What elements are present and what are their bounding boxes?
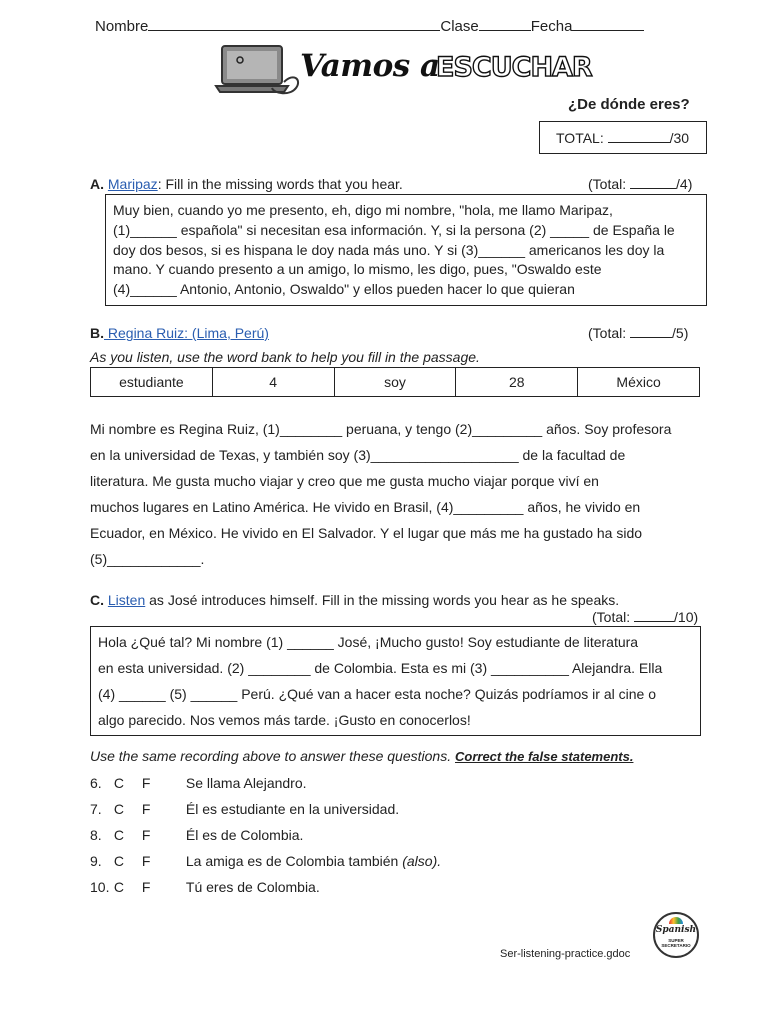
section-c-line: en esta universidad. (2) ________ de Colombia. Esta es mi (3) __________ Alejandra. Ella [98, 660, 663, 676]
section-b-heading [90, 325, 269, 341]
word-bank-cell: México [578, 368, 700, 397]
total-max: /30 [669, 130, 690, 146]
word-bank-cell: soy [334, 368, 456, 397]
section-c-total-max: /10) [674, 609, 699, 625]
section-a-letter: A. [90, 176, 104, 192]
section-a-total-max: /4) [676, 176, 693, 192]
section-c-line: (4) ______ (5) ______ Perú. ¿Qué van a hacer esta noche? Quizás podríamos ir al cine o [98, 686, 656, 702]
false-option[interactable]: F [141, 879, 151, 895]
word-bank-cell: 4 [212, 368, 334, 397]
section-a-line: doy dos besos, si es hispana le doy nada más uno. Y si (3)______ americanos les doy la [113, 241, 665, 258]
section-c-instruction: as José introduces himself. Fill in the missing words you hear as he speaks. [145, 592, 620, 608]
regina-ruiz-link[interactable]: Regina Ruiz: (Lima, Perú) [104, 325, 269, 341]
false-option[interactable]: F [141, 775, 151, 791]
question-text: Tú eres de Colombia. [185, 879, 320, 895]
document-filename: Ser-listening-practice.gdoc [500, 948, 631, 960]
false-option[interactable]: F [141, 853, 151, 869]
word-bank-cell: 28 [456, 368, 578, 397]
true-option[interactable]: C [113, 775, 125, 791]
section-b-total [588, 325, 688, 341]
section-c-heading [90, 592, 619, 608]
true-option[interactable]: C [113, 801, 125, 817]
section-a-total [588, 176, 692, 192]
section-c-passage-box [90, 626, 701, 736]
logo-escuchar-text: ESCUCHAR [436, 52, 592, 83]
fecha-label: Fecha [530, 18, 573, 35]
section-a-line: mano. Y cuando presento a un amigo, lo mismo, les digo, pues, "Oswaldo este [113, 261, 602, 278]
section-b-line: Ecuador, en México. He vivido en El Salvador. Y el lugar que más me ha gustado ha sido [90, 525, 643, 541]
nombre-label: Nombre [95, 18, 149, 35]
question-text: La amiga es de Colombia también [185, 853, 403, 869]
section-b-passage [90, 416, 671, 572]
word-bank-cell: estudiante [91, 368, 213, 397]
tf-instruction-text: Use the same recording above to answer these questions. [90, 748, 452, 764]
question-number: 7. [90, 801, 102, 817]
question-number: 10. [90, 879, 110, 895]
section-b-line: literatura. Me gusta mucho viajar y creo que me gusta mucho viajar porque viví en [90, 473, 599, 489]
word-bank-row [91, 368, 700, 397]
question-number: 6. [90, 775, 102, 791]
tf-question [90, 801, 399, 817]
section-b-total-blank[interactable] [630, 325, 672, 338]
section-a-line: (1)______ española" si necesitan esa información. Y, si la persona (2) _____ de España le [113, 221, 675, 238]
section-b-line: muchos lugares en Latino América. He vivido en Brasil, (4)_________ años, he vivido en [90, 499, 641, 515]
subtitle: ¿De dónde eres? [568, 96, 690, 113]
badge-top-text: Spanish [655, 925, 697, 935]
false-option[interactable]: F [141, 827, 151, 843]
total-label: TOTAL: [556, 130, 604, 146]
section-a-total-label: (Total: [588, 176, 627, 192]
section-c-total-blank[interactable] [634, 609, 674, 622]
section-c-total-label: (Total: [592, 609, 631, 625]
section-b-line: (5)____________. [90, 551, 205, 567]
listen-link[interactable]: Listen [107, 592, 146, 608]
tf-emphasis: Correct the false statements. [455, 749, 634, 764]
section-b-letter: B. [90, 325, 104, 341]
section-a-total-blank[interactable] [630, 176, 676, 189]
false-option[interactable]: F [141, 801, 151, 817]
question-number: 8. [90, 827, 102, 843]
nombre-blank[interactable] [148, 18, 440, 31]
maripaz-link[interactable]: Maripaz [107, 176, 158, 192]
tf-question [90, 827, 303, 843]
badge-rainbow-icon [669, 917, 683, 924]
question-text: Él es de Colombia. [185, 827, 304, 843]
section-b-line: Mi nombre es Regina Ruiz, (1)________ peruana, y tengo (2)_________ años. Soy profesora [90, 421, 672, 437]
vamos-a-escuchar-logo [214, 42, 592, 98]
question-note: (also). [402, 853, 442, 869]
clase-label: Clase [440, 18, 479, 35]
section-b-total-label: (Total: [588, 325, 627, 341]
section-c-line: Hola ¿Qué tal? Mi nombre (1) ______ José, ¡Mucho gusto! Soy estudiante de literatura [98, 634, 639, 650]
question-number: 9. [90, 853, 102, 869]
section-b-total-max: /5) [672, 325, 689, 341]
fecha-blank[interactable] [572, 18, 644, 31]
section-c-total [592, 609, 698, 625]
word-bank-table [90, 367, 700, 397]
section-a-line: (4)______ Antonio, Antonio, Oswaldo" y ellos pueden hacer lo que quieran [113, 281, 575, 298]
total-box [539, 121, 707, 154]
clase-blank[interactable] [479, 18, 531, 31]
question-text: Se llama Alejandro. [185, 775, 307, 791]
section-b-line: en la universidad de Texas, y también soy (3)___________________ de la facultad de [90, 447, 626, 463]
true-false-instruction [90, 748, 633, 764]
section-b-instruction: As you listen, use the word bank to help you fill in the passage. [90, 349, 480, 365]
badge-bottom-text: SUPER SECRETARIO [661, 938, 691, 948]
section-c-letter: C. [90, 592, 104, 608]
tf-question [90, 775, 307, 791]
section-a-instruction: : Fill in the missing words that you hear. [157, 176, 403, 192]
name-class-date-row [95, 18, 644, 35]
true-option[interactable]: C [113, 853, 125, 869]
question-text: Él es estudiante en la universidad. [185, 801, 400, 817]
section-c-line: algo parecido. Nos vemos más tarde. ¡Gusto en conocerlos! [98, 712, 471, 728]
tf-question [90, 879, 320, 895]
section-a-line: Muy bien, cuando yo me presento, eh, digo mi nombre, "hola, me llamo Maripaz, [113, 202, 613, 218]
section-a-heading [90, 176, 403, 192]
total-blank[interactable] [608, 130, 670, 143]
tf-question [90, 853, 441, 869]
spanish-badge-logo [653, 912, 699, 958]
section-a-passage-box [105, 194, 707, 306]
logo-vamos-text: Vamos a [300, 48, 440, 84]
laptop-icon [214, 42, 304, 98]
true-option[interactable]: C [113, 879, 125, 895]
true-option[interactable]: C [113, 827, 125, 843]
